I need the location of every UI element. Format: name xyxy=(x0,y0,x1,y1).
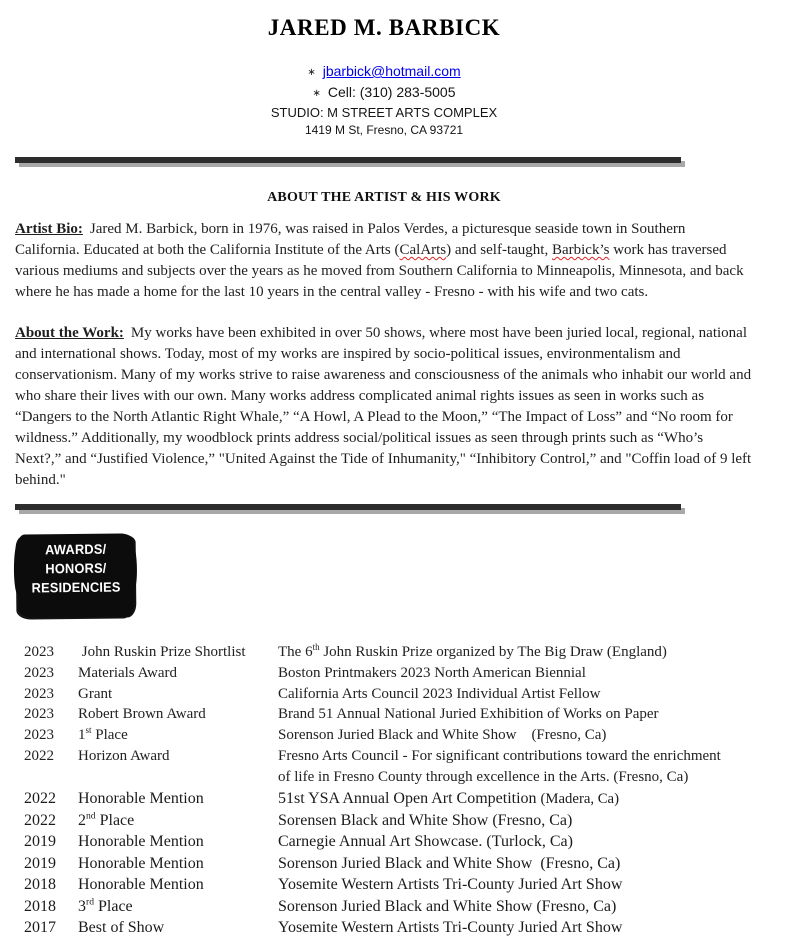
artist-bio-label: Artist Bio: xyxy=(15,221,83,237)
award-title: Grant xyxy=(78,685,113,702)
award-year: 2023 xyxy=(24,727,54,744)
document-title: JARED M. BARBICK xyxy=(267,15,501,40)
award-description xyxy=(278,810,753,831)
award-description-line: Carnegie Annual Art Showcase. (Turlock, Ca) xyxy=(278,833,573,851)
award-year: 2018 xyxy=(24,876,56,894)
award-row xyxy=(24,642,753,663)
award-description-line: Boston Printmakers 2023 North American Biennial xyxy=(278,664,586,681)
award-description xyxy=(278,704,753,725)
award-year: 2018 xyxy=(24,897,56,915)
award-description-line: Yosemite Western Artists Tri-County Juried Art Show xyxy=(278,919,623,936)
award-description-line: The 6th John Ruskin Prize organized by The Big Draw (England) xyxy=(278,642,667,660)
cell-number: Cell: (310) 283-5005 xyxy=(327,84,456,100)
award-year: 2023 xyxy=(24,706,54,723)
award-description-line: Yosemite Western Artists Tri-County Juried Art Show xyxy=(278,876,623,894)
about-section-heading: ABOUT THE ARTIST & HIS WORK xyxy=(267,190,501,205)
award-description-line: Sorenson Juried Black and White Show (Fresno, Ca) xyxy=(278,897,617,915)
award-description-line: Sorensen Black and White Show (Fresno, Ca) xyxy=(278,811,573,829)
award-row xyxy=(24,788,753,810)
award-row xyxy=(24,874,753,895)
award-year: 2023 xyxy=(24,664,54,681)
award-description xyxy=(278,725,753,746)
horizontal-rule xyxy=(15,504,681,510)
award-description xyxy=(278,853,753,874)
award-row xyxy=(24,917,753,936)
award-title: Honorable Mention xyxy=(78,876,204,894)
award-description-line: Sorenson Juried Black and White Show (Fresno, Ca) xyxy=(278,854,621,872)
award-year: 2017 xyxy=(24,919,56,936)
badge-line: RESIDENCIES xyxy=(31,579,121,596)
award-title: Materials Award xyxy=(78,664,178,681)
awards-honors-residencies-badge xyxy=(18,533,135,617)
award-title: 1st Place xyxy=(78,725,128,744)
award-year: 2022 xyxy=(24,789,56,807)
award-title: Robert Brown Award xyxy=(78,706,206,723)
award-row xyxy=(24,896,753,917)
award-description xyxy=(278,684,753,705)
award-year: 2022 xyxy=(24,811,56,829)
award-description-line: 51st YSA Annual Open Art Competition (Madera, Ca) xyxy=(278,789,619,807)
award-title: John Ruskin Prize Shortlist xyxy=(78,644,246,660)
award-title: 2nd Place xyxy=(78,810,135,829)
badge-line: HONORS/ xyxy=(45,560,107,577)
award-description-line: California Arts Council 2023 Individual Artist Fellow xyxy=(278,685,601,702)
award-description xyxy=(278,874,753,895)
asterisk-bullet-icon: ∗ xyxy=(307,67,316,78)
award-title: Honorable Mention xyxy=(78,854,204,872)
studio-line: STUDIO: M STREET ARTS COMPLEX xyxy=(270,105,498,120)
award-row xyxy=(24,831,753,852)
award-row xyxy=(24,704,753,725)
awards-table xyxy=(15,642,753,936)
address-line: 1419 M St, Fresno, CA 93721 xyxy=(304,123,464,137)
award-year: 2023 xyxy=(24,644,54,660)
award-year: 2023 xyxy=(24,685,54,702)
award-description-line: Sorenson Juried Black and White Show (Fresno, Ca) xyxy=(278,727,607,744)
award-year: 2019 xyxy=(24,854,56,872)
artist-bio-text: Jared M. Barbick, born in 1976, was raised in Palos Verdes, a picturesque seaside town in Southern California. Educated at both the California Institute of the Arts (CalArts) and self-taught, Barbick’s work has traversed various mediums and subjects over the years as he moved from Southern California to Minneapolis, Minnesota, and back where he has made a home for the last 10 years in the central valley - Fresno - with his wife and two cats. xyxy=(15,221,744,300)
award-description-line: Fresno Arts Council - For significant contributions toward the enrichment xyxy=(278,747,721,764)
award-row xyxy=(24,853,753,874)
award-row xyxy=(24,663,753,684)
badge-line: AWARDS/ xyxy=(45,541,107,558)
award-description xyxy=(278,917,753,936)
award-title: Best of Show xyxy=(78,919,165,936)
award-row xyxy=(24,725,753,746)
award-description xyxy=(278,788,753,810)
award-row xyxy=(24,746,753,788)
contact-cell-line xyxy=(15,83,753,104)
award-title: Horizon Award xyxy=(78,747,170,764)
contact-email-line xyxy=(15,62,753,83)
award-title: Honorable Mention xyxy=(78,789,204,807)
award-description-line: of life in Fresno County through excellence in the Arts. (Fresno, Ca) xyxy=(278,768,689,785)
award-year: 2022 xyxy=(24,747,54,764)
award-description xyxy=(278,896,753,917)
about-work-label: About the Work: xyxy=(15,325,124,341)
spellcheck-word: Barbick’s xyxy=(551,242,610,258)
award-row xyxy=(24,684,753,705)
about-work-paragraph xyxy=(15,323,753,491)
award-row xyxy=(24,810,753,831)
award-description xyxy=(278,642,753,663)
artist-bio-paragraph xyxy=(15,219,753,303)
award-description xyxy=(278,663,753,684)
spellcheck-word: CalArts xyxy=(399,242,447,258)
asterisk-bullet-icon: ∗ xyxy=(312,88,321,99)
award-year: 2019 xyxy=(24,833,56,851)
award-title: 3rd Place xyxy=(78,896,133,915)
horizontal-rule xyxy=(15,157,681,163)
award-title: Honorable Mention xyxy=(78,833,204,851)
about-work-text: My works have been exhibited in over 50 shows, where most have been juried local, regional, national and international shows. Today, most of my works are inspired by socio-political issues, environmentalism and conservationism. Many of my works strive to raise awareness and consciousness of the animals who inhabit our world and who share their lives with our own. Many works address complicated animal rights issues as seen in works such as “Dangers to the North Atlantic Right Whale,” “A Howl, A Plead to the Moon,” “The Impact of Loss” and “No room for wildness.” Additionally, my woodblock prints address social/political issues as seen through prints such as “Who’s Next?,” and “Justified Violence,” "United Against the Tide of Inhumanity," “Inhibitory Control,” and "Coffin load of 9 left behind." xyxy=(15,325,752,488)
award-description-line: Brand 51 Annual National Juried Exhibition of Works on Paper xyxy=(278,706,659,723)
award-description xyxy=(278,746,753,788)
email-link[interactable]: jbarbick@hotmail.com xyxy=(322,63,461,79)
contact-block xyxy=(15,62,753,140)
award-description xyxy=(278,831,753,852)
